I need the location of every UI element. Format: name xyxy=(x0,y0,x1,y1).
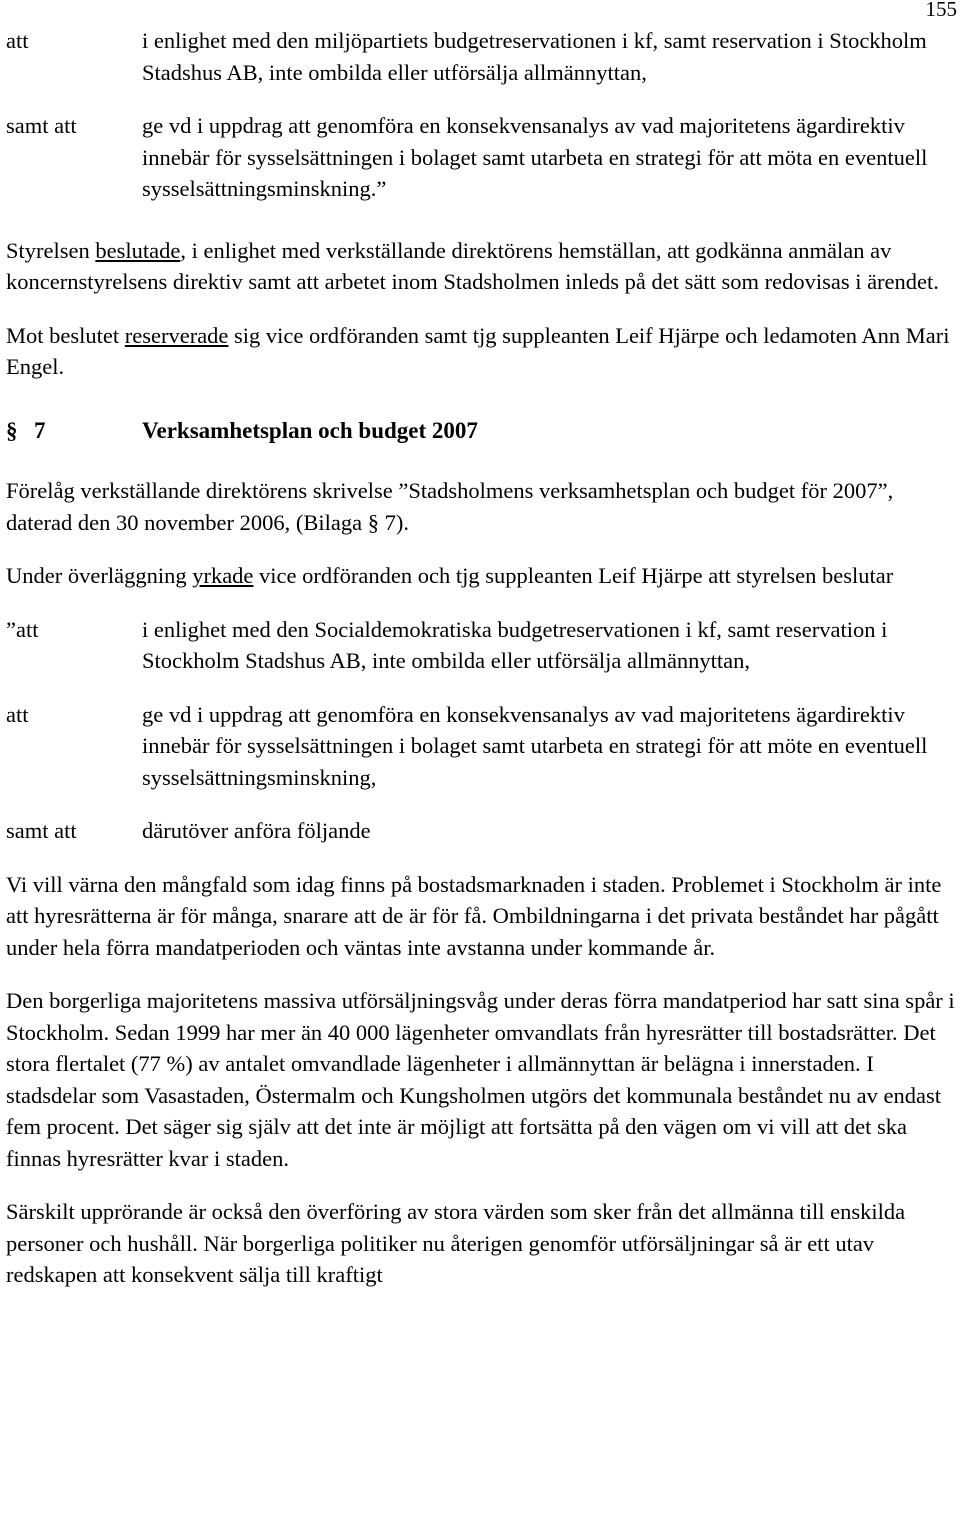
list-term: samt att xyxy=(6,818,77,843)
page-number: 155 xyxy=(925,0,957,21)
motion-list-item xyxy=(6,815,960,847)
decision-keyword: beslutade xyxy=(95,237,181,263)
document-body xyxy=(6,25,960,1313)
section-heading xyxy=(6,415,960,447)
reservation-before: Mot beslutet xyxy=(6,322,125,348)
list-term: att xyxy=(6,28,29,53)
section-mark: § xyxy=(6,417,18,443)
deliberation-after: vice ordföranden och tjg suppleanten Leif Hjärpe att styrelsen beslutar xyxy=(253,563,894,588)
list-text: därutöver anföra följande xyxy=(142,818,371,843)
list-text: ge vd i uppdrag att genomföra en konsekvensanalys av vad majoritetens ägardirektiv innebär för sysselsättningen i bolaget samt utarbeta en strategi för att möte en eventuell sysselsättningsminskning, xyxy=(142,701,928,790)
section-title: Verksamhetsplan och budget 2007 xyxy=(142,417,478,443)
deliberation-paragraph xyxy=(6,560,960,592)
list-term: ”att xyxy=(6,616,39,642)
deliberation-keyword: yrkade xyxy=(192,563,254,588)
submission-paragraph: Förelåg verkställande direktörens skrivelse ”Stadsholmens verksamhetsplan och budget för 2007”, daterad den 30 november 2006, (Bilaga § 7). xyxy=(6,478,894,535)
body-paragraph: Särskilt upprörande är också den överföring av stora värden som sker från det allmänna till enskilda personer och hushåll. När borgerliga politiker nu återigen genomför utförsäljningar så är ett utav redskapen att konsekvent sälja till kraftigt xyxy=(6,1199,906,1287)
list-text: i enlighet med den miljöpartiets budgetreservationen i kf, samt reservation i Stockholm Stadshus AB, inte ombilda eller utförsälja allmännyttan, xyxy=(142,28,927,85)
top-list-item xyxy=(6,110,960,205)
motion-list-item xyxy=(6,614,960,677)
deliberation-before: Under överläggning xyxy=(6,563,193,588)
list-term: att xyxy=(6,701,29,727)
reservation-after: sig vice ordföranden samt tjg suppleanten Leif Hjärpe och ledamoten Ann Mari Engel. xyxy=(6,322,950,379)
body-paragraph: Den borgerliga majoritetens massiva utförsäljningsvåg under deras förra mandatperiod har satt sina spår i Stockholm. Sedan 1999 har mer än 40 000 lägenheter omvandlats från hyresrätter till bostadsrätter. Det stora flertalet (77 %) av antalet omvandlade lägenheter i allmännyttan är belägna i innerstaden. I stadsdelar som Vasastaden, Östermalm och Kungsholmen utgörs det kommunala beståndet nu av endast fem procent. Det säger sig själv att det inte är möjligt att fortsätta på den vägen om vi vill att det ska finnas hyresrätter kvar i staden. xyxy=(6,988,955,1171)
list-text: ge vd i uppdrag att genomföra en konsekvensanalys av vad majoritetens ägardirektiv innebär för sysselsättningen i bolaget samt utarbeta en strategi för att möta en eventuell sysselsättningsminskning.” xyxy=(142,113,928,201)
body-paragraph: Vi vill värna den mångfald som idag finns på bostadsmarknaden i staden. Problemet i Stockholm är inte att hyresrätterna är för många, snarare att de är för få. Ombildningarna i det privata beståndet har pågått under hela förra mandatperioden och väntas inte avstanna under kommande år. xyxy=(6,871,942,960)
decision-paragraph xyxy=(6,235,960,298)
decision-before: Styrelsen xyxy=(6,237,96,263)
list-text: i enlighet med den Socialdemokratiska budgetreservationen i kf, samt reservation i Stockholm Stadshus AB, inte ombilda eller utförsälja allmännyttan, xyxy=(142,616,888,673)
list-term: samt att xyxy=(6,113,77,138)
decision-after: , i enlighet med verkställande direktörens hemställan, att godkänna anmälan av koncernstyrelsens direktiv samt att arbetet inom Stadsholmen inleds på det sätt som redovisas i ärendet. xyxy=(6,237,939,294)
top-list-item xyxy=(6,25,960,88)
motion-list-item xyxy=(6,699,960,794)
reservation-paragraph xyxy=(6,320,960,383)
section-number: 7 xyxy=(34,417,46,443)
reservation-keyword: reserverade xyxy=(124,322,229,348)
